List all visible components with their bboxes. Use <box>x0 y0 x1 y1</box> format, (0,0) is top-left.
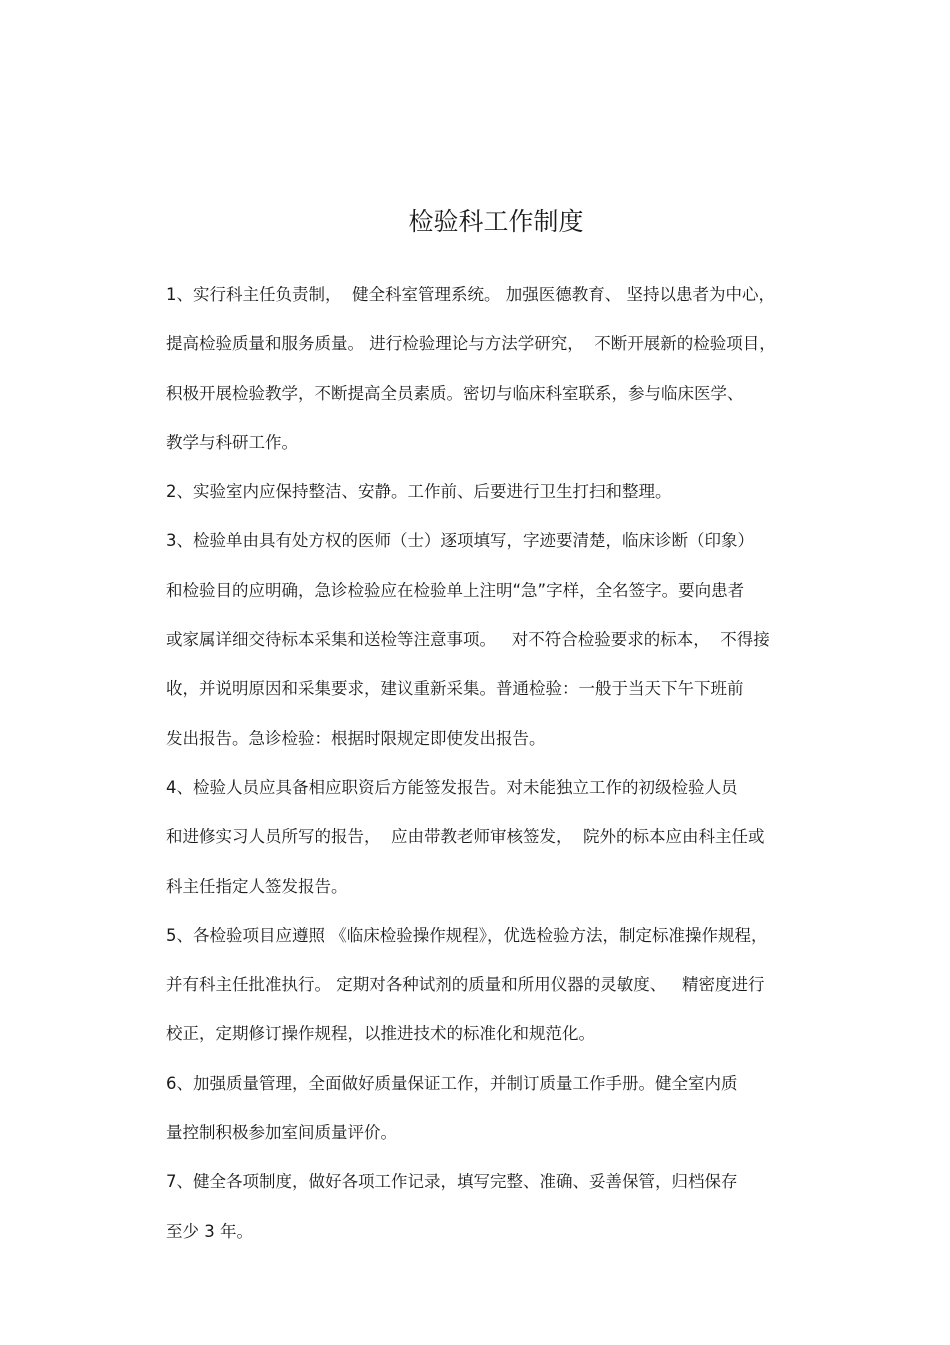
body-line: 教学与科研工作。 <box>166 432 298 452</box>
body-line: 至少 3 年。 <box>166 1221 253 1241</box>
body-line: 和检验目的应明确，急诊检验应在检验单上注明“急”字样，全名签字。要向患者 <box>166 580 745 600</box>
body-line: 1、实行科主任负责制， 健全科室管理系统。 加强医德教育、 坚持以患者为中心， <box>166 285 775 304</box>
body-line: 3、检验单由具有处方权的医师（士）逐项填写，字迹要清楚，临床诊断（印象） <box>166 531 754 551</box>
document-body <box>166 280 846 1266</box>
body-line: 4、检验人员应具备相应职资后方能签发报告。对未能独立工作的初级检验人员 <box>166 777 738 797</box>
body-line: 发出报告。急诊检验：根据时限规定即使发出报告。 <box>166 728 546 748</box>
body-line: 2、实验室内应保持整洁、安静。工作前、后要进行卫生打扫和整理。 <box>166 482 672 502</box>
body-line: 提高检验质量和服务质量。 进行检验理论与方法学研究， 不断开展新的检验项目， <box>166 334 776 354</box>
body-line: 和进修实习人员所写的报告， 应由带教老师审核签发， 院外的标本应由科主任或 <box>166 827 765 847</box>
body-line: 并有科主任批准执行。 定期对各种试剂的质量和所用仪器的灵敏度、 精密度进行 <box>166 975 765 995</box>
document-title: 检验科工作制度 <box>408 207 584 236</box>
body-line: 量控制积极参加室间质量评价。 <box>166 1123 397 1143</box>
body-line: 校正，定期修订操作规程，以推进技术的标准化和规范化。 <box>166 1024 595 1044</box>
body-line: 7、健全各项制度，做好各项工作记录，填写完整、准确、妥善保管，归档保存 <box>166 1172 738 1192</box>
body-line: 5、各检验项目应遵照 《临床检验操作规程》，优选检验方法，制定标准操作规程， <box>166 925 768 945</box>
body-line: 6、加强质量管理，全面做好质量保证工作，并制订质量工作手册。健全室内质 <box>166 1073 738 1093</box>
body-line: 科主任指定人签发报告。 <box>166 876 348 896</box>
body-line: 或家属详细交待标本采集和送检等注意事项。 对不符合检验要求的标本， 不得接 <box>166 630 770 650</box>
body-line: 积极开展检验教学，不断提高全员素质。密切与临床科室联系，参与临床医学、 <box>166 383 744 403</box>
body-line: 收，并说明原因和采集要求，建议重新采集。普通检验：一般于当天下午下班前 <box>166 679 744 699</box>
